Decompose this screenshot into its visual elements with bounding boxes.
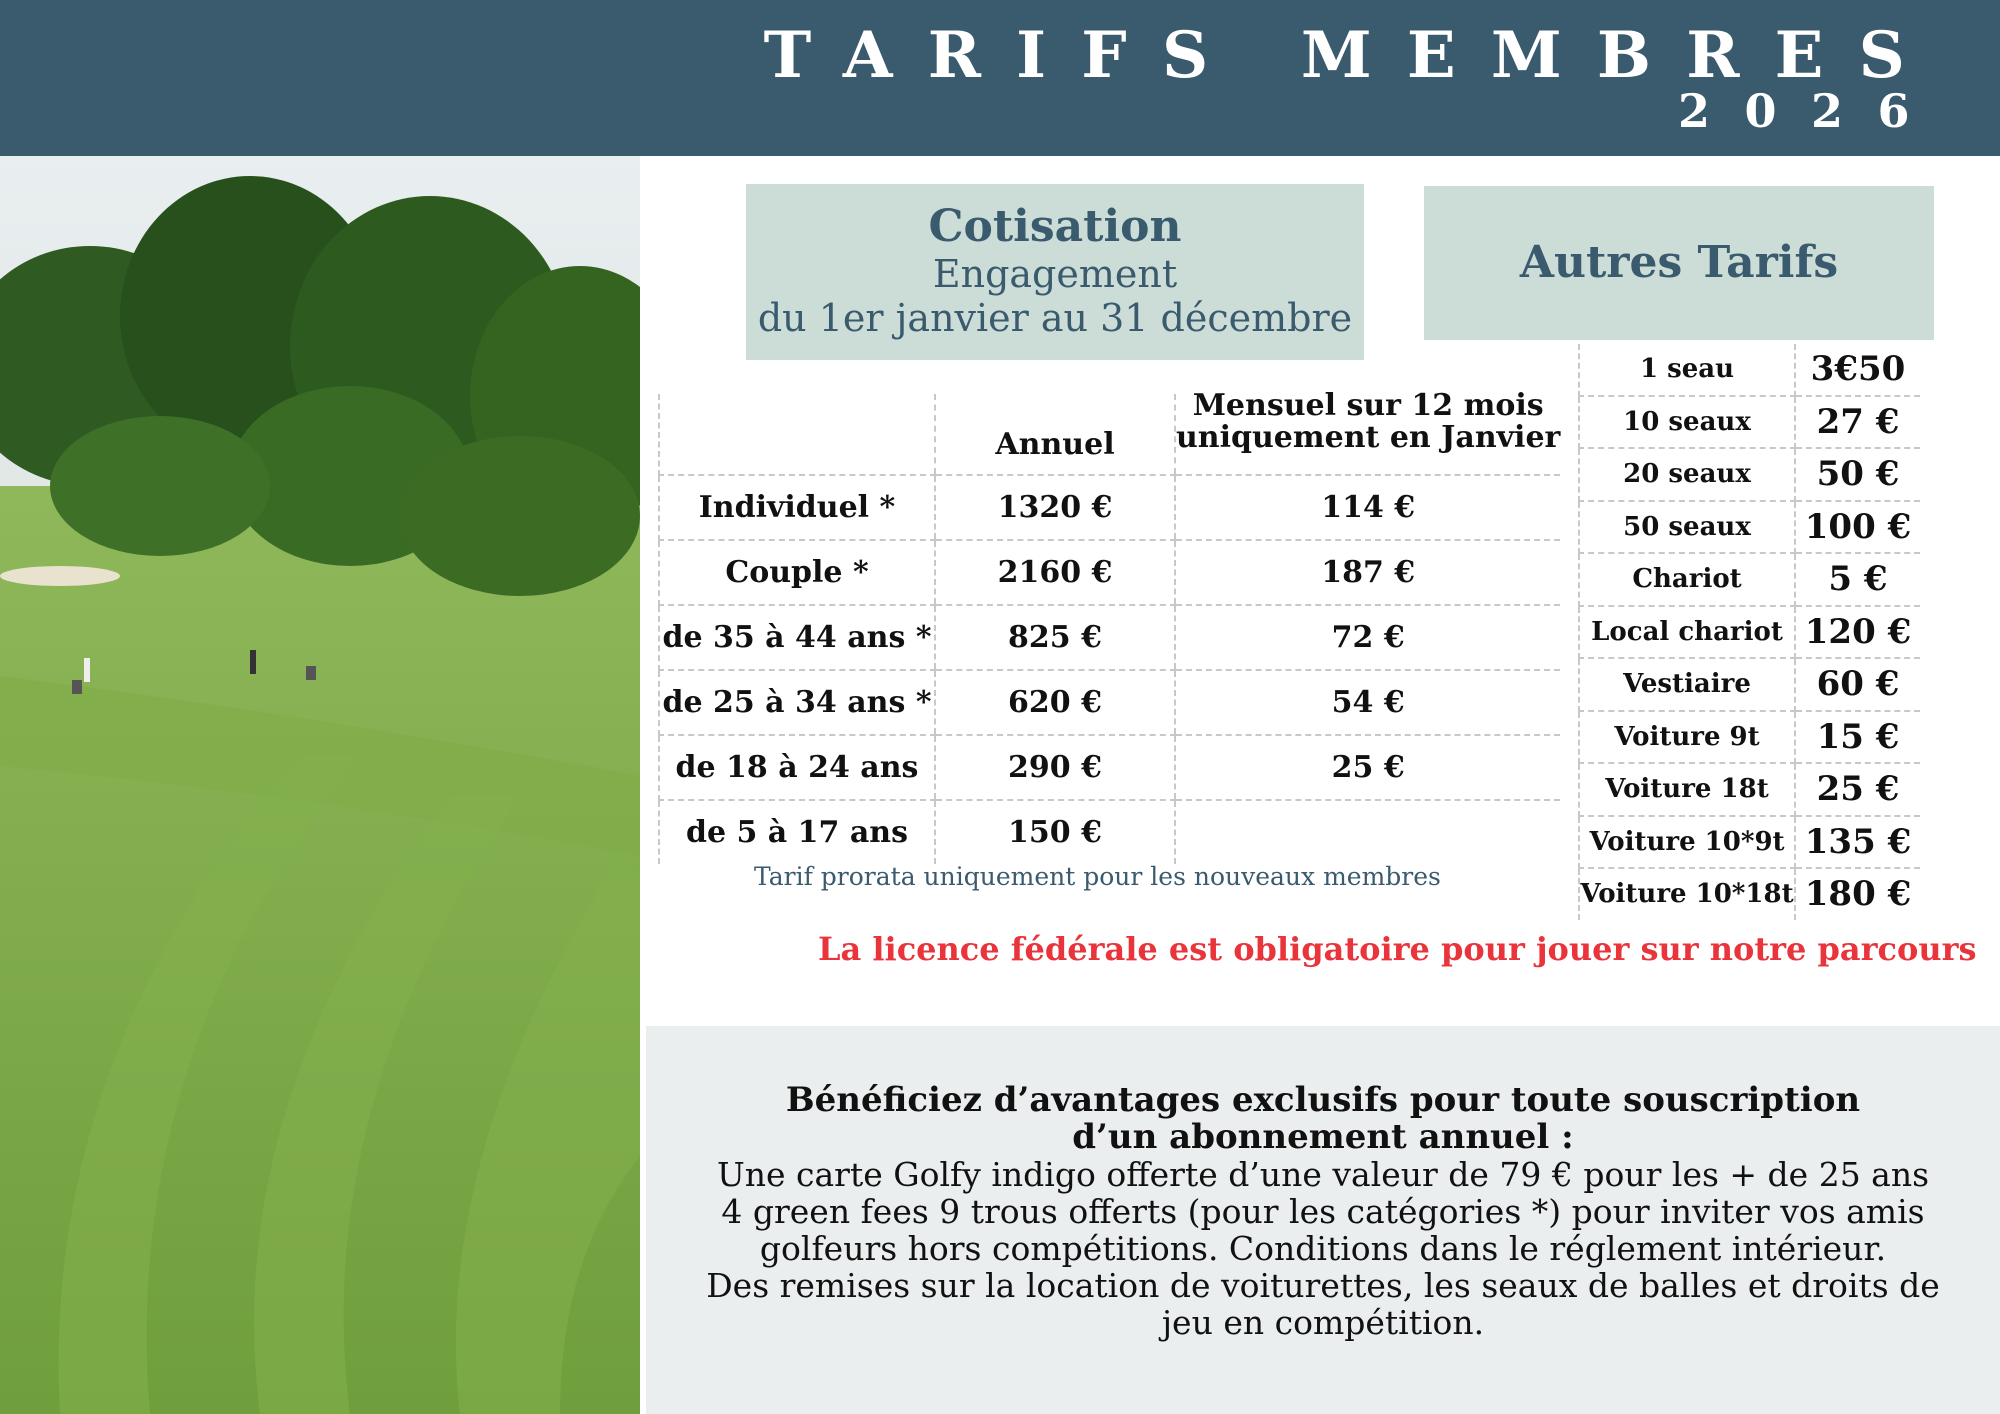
autre-price: 27 € <box>1795 396 1920 449</box>
table-row <box>659 540 1560 605</box>
cotisation-sub2: du 1er janvier au 31 décembre <box>757 296 1353 340</box>
table-row <box>659 605 1560 670</box>
autres-tarifs-table <box>1578 344 1920 920</box>
autre-price: 60 € <box>1795 658 1920 711</box>
table-row <box>1579 711 1920 764</box>
autre-label: Local chariot <box>1579 606 1795 659</box>
table-row <box>659 475 1560 540</box>
row-annuel: 290 € <box>935 735 1175 800</box>
row-label: Couple * <box>659 540 935 605</box>
table-row <box>1579 763 1920 816</box>
autre-label: Voiture 10*9t <box>1579 816 1795 869</box>
row-mensuel: 114 € <box>1175 475 1560 540</box>
benefits-line2: 4 green fees 9 trous offerts (pour les catégories *) pour inviter vos amis golfeurs hors compétitions. Conditions dans le réglement intérieur. <box>721 1192 1925 1268</box>
benefits-title: Bénéficiez d’avantages exclusifs pour toute souscription d’un abonnement annuel : <box>785 1080 1861 1157</box>
autre-price: 120 € <box>1795 606 1920 659</box>
page-title: TARIFS MEMBRES <box>763 18 1940 93</box>
autre-label: 50 seaux <box>1579 501 1795 554</box>
row-label: de 35 à 44 ans * <box>659 605 935 670</box>
benefits-box <box>646 1026 2000 1414</box>
table-row <box>1579 344 1920 396</box>
table-row <box>1579 396 1920 449</box>
page-year: 2026 <box>1677 84 1944 138</box>
col-annuel: Annuel <box>935 394 1175 475</box>
prorata-note: Tarif prorata uniquement pour les nouveaux membres <box>754 862 1441 891</box>
autre-price: 100 € <box>1795 501 1920 554</box>
table-row <box>1579 553 1920 606</box>
row-mensuel: 187 € <box>1175 540 1560 605</box>
row-mensuel: 54 € <box>1175 670 1560 735</box>
autre-label: Voiture 18t <box>1579 763 1795 816</box>
cotisation-table <box>658 388 1561 864</box>
autres-tarifs-banner <box>1424 186 1934 340</box>
row-label: de 25 à 34 ans * <box>659 670 935 735</box>
table-row <box>659 800 1560 864</box>
autres-title: Autres Tarifs <box>1519 237 1839 288</box>
col-mensuel <box>1175 388 1561 475</box>
row-label: Individuel * <box>659 475 935 540</box>
table-header-empty <box>659 394 935 475</box>
table-row <box>1579 448 1920 501</box>
autre-price: 50 € <box>1795 448 1920 501</box>
row-annuel: 620 € <box>935 670 1175 735</box>
table-row <box>659 670 1560 735</box>
row-mensuel <box>1175 800 1560 864</box>
row-annuel: 150 € <box>935 800 1175 864</box>
row-mensuel: 25 € <box>1175 735 1560 800</box>
header-bar <box>0 0 2000 156</box>
autre-label: Chariot <box>1579 553 1795 606</box>
cotisation-title: Cotisation <box>928 201 1182 252</box>
licence-warning: La licence fédérale est obligatoire pour jouer sur notre parcours <box>818 930 1977 968</box>
golf-course-photo <box>0 156 640 1414</box>
autre-price: 180 € <box>1804 874 1912 915</box>
autre-label: Voiture 10*18t <box>1579 868 1795 920</box>
row-label: de 5 à 17 ans <box>659 800 935 864</box>
row-annuel: 2160 € <box>935 540 1175 605</box>
row-annuel: 825 € <box>935 605 1175 670</box>
autre-label: Vestiaire <box>1579 658 1795 711</box>
autre-price: 15 € <box>1795 711 1920 764</box>
cotisation-sub1: Engagement <box>932 252 1178 296</box>
table-row <box>1579 501 1920 554</box>
table-row <box>1579 868 1920 920</box>
table-row <box>1579 606 1920 659</box>
benefits-line3: Des remises sur la location de voiturettes, les seaux de balles et droits de jeu en compétition. <box>706 1266 1940 1342</box>
autre-label: 20 seaux <box>1579 448 1795 501</box>
table-row <box>659 735 1560 800</box>
benefits-line1: Une carte Golfy indigo offerte d’une valeur de 79 € pour les + de 25 ans <box>716 1155 1930 1194</box>
col-mensuel-line1: Mensuel sur 12 mois <box>1192 388 1544 423</box>
row-mensuel: 72 € <box>1175 605 1560 670</box>
table-row <box>1579 816 1920 869</box>
golf-course-image-icon <box>0 156 640 1414</box>
cotisation-banner <box>746 184 1364 360</box>
autre-price: 3€50 <box>1795 344 1920 396</box>
col-mensuel-line2: uniquement en Janvier <box>1176 420 1561 455</box>
row-annuel: 1320 € <box>935 475 1175 540</box>
autre-price: 135 € <box>1795 816 1920 869</box>
row-label: de 18 à 24 ans <box>659 735 935 800</box>
autre-label: 1 seau <box>1579 344 1795 396</box>
autre-price: 25 € <box>1795 763 1920 816</box>
autre-label: Voiture 9t <box>1579 711 1795 764</box>
autre-price: 5 € <box>1795 553 1920 606</box>
table-row <box>1579 658 1920 711</box>
autre-label: 10 seaux <box>1579 396 1795 449</box>
